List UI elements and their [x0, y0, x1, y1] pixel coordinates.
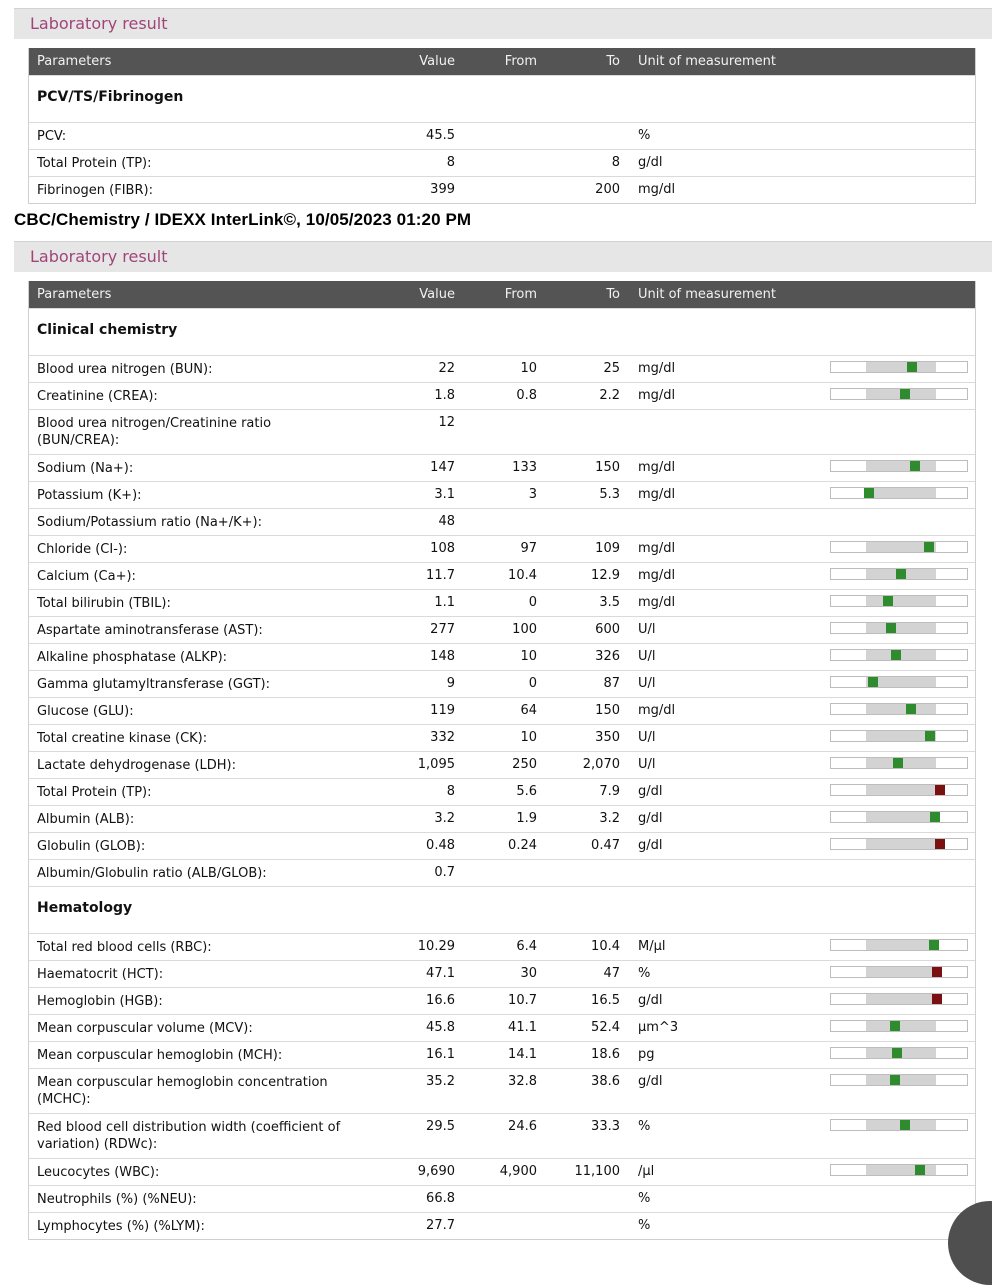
reference-range-bar [830, 730, 968, 742]
result-position-marker [868, 677, 878, 687]
unit-of-measurement: U/l [638, 730, 656, 745]
table-row [29, 508, 975, 535]
reference-from: 41.1 [508, 1020, 537, 1035]
reference-range-bar [830, 939, 968, 951]
result-value: 29.5 [426, 1119, 455, 1134]
reference-to: 200 [595, 182, 620, 197]
unit-of-measurement: g/dl [638, 838, 663, 853]
parameter-name: Mean corpuscular hemoglobin concentration (MCHC): [37, 1075, 328, 1107]
reference-range-bar [830, 1164, 968, 1176]
reference-from: 97 [520, 541, 537, 556]
reference-to: 25 [603, 361, 620, 376]
result-value: 45.8 [426, 1020, 455, 1035]
parameter-name: PCV: [37, 129, 67, 144]
unit-of-measurement: M/µl [638, 939, 666, 954]
reference-from: 64 [520, 703, 537, 718]
column-header-from: From [504, 54, 537, 69]
reference-to: 2.2 [599, 388, 620, 403]
result-value: 47.1 [426, 966, 455, 981]
result-position-marker [886, 623, 896, 633]
results-table-pcv [28, 48, 976, 204]
table-row [29, 1185, 975, 1212]
parameter-name: Total Protein (TP): [37, 156, 152, 171]
normal-range-band [866, 1165, 936, 1175]
column-header-to: To [606, 287, 620, 302]
column-header-to: To [606, 54, 620, 69]
reference-range-bar [830, 622, 968, 634]
reference-from: 0 [528, 676, 537, 691]
result-value: 16.6 [426, 993, 455, 1008]
table-row [29, 1014, 975, 1041]
parameter-name: Total red blood cells (RBC): [37, 940, 212, 955]
normal-range-band [866, 1075, 936, 1085]
normal-range-band [866, 785, 936, 795]
reference-to: 33.3 [591, 1119, 620, 1134]
reference-to: 0.47 [591, 838, 620, 853]
normal-range-band [866, 839, 936, 849]
unit-of-measurement: mg/dl [638, 568, 676, 583]
parameter-name: Mean corpuscular hemoglobin (MCH): [37, 1048, 283, 1063]
table-row [29, 1041, 975, 1068]
group-header-row [29, 308, 975, 355]
unit-of-measurement: g/dl [638, 784, 663, 799]
reference-from: 133 [512, 460, 537, 475]
table-row [29, 805, 975, 832]
result-position-marker [900, 1120, 910, 1130]
result-position-marker [900, 389, 910, 399]
reference-to: 16.5 [591, 993, 620, 1008]
reference-from: 100 [512, 622, 537, 637]
table-row [29, 616, 975, 643]
result-value: 0.48 [426, 838, 455, 853]
reference-range-bar [830, 1119, 968, 1131]
reference-from: 0 [528, 595, 537, 610]
column-header-value: Value [419, 54, 455, 69]
reference-range-bar [830, 487, 968, 499]
reference-from: 14.1 [508, 1047, 537, 1062]
parameter-name: Creatinine (CREA): [37, 389, 158, 404]
table-row [29, 960, 975, 987]
unit-of-measurement: % [638, 966, 651, 981]
reference-range-bar [830, 595, 968, 607]
unit-of-measurement: mg/dl [638, 703, 676, 718]
reference-to: 18.6 [591, 1047, 620, 1062]
result-value: 45.5 [426, 128, 455, 143]
result-value: 66.8 [426, 1191, 455, 1206]
result-position-marker [925, 731, 935, 741]
result-position-marker [930, 812, 940, 822]
result-value: 8 [446, 155, 455, 170]
reference-from: 10 [520, 649, 537, 664]
result-value: 11.7 [426, 568, 455, 583]
reference-to: 7.9 [599, 784, 620, 799]
reference-to: 3.5 [599, 595, 620, 610]
result-value: 8 [446, 784, 455, 799]
reference-range-bar [830, 541, 968, 553]
result-value: 10.29 [417, 939, 455, 954]
reference-from: 1.9 [516, 811, 537, 826]
result-value: 12 [438, 415, 455, 430]
reference-range-bar [830, 1047, 968, 1059]
section-header-lab-result-2: Laboratory result [14, 241, 992, 272]
table-row [29, 933, 975, 960]
group-title: PCV/TS/Fibrinogen [37, 89, 184, 105]
table-row [29, 987, 975, 1014]
reference-from: 10.4 [508, 568, 537, 583]
reference-range-bar [830, 838, 968, 850]
reference-from: 3 [528, 487, 537, 502]
reference-range-bar [830, 784, 968, 796]
result-value: 1.1 [434, 595, 455, 610]
reference-from: 10.7 [508, 993, 537, 1008]
reference-range-bar [830, 757, 968, 769]
parameter-name: Aspartate aminotransferase (AST): [37, 623, 263, 638]
parameter-name: Total creatine kinase (CK): [37, 731, 208, 746]
normal-range-band [866, 461, 936, 471]
unit-of-measurement: mg/dl [638, 487, 676, 502]
parameter-name: Albumin (ALB): [37, 812, 135, 827]
reference-from: 30 [520, 966, 537, 981]
table-row [29, 382, 975, 409]
result-position-marker [935, 839, 945, 849]
reference-to: 326 [595, 649, 620, 664]
parameter-name: Sodium/Potassium ratio (Na+/K+): [37, 515, 262, 530]
result-value: 119 [430, 703, 455, 718]
result-position-marker [929, 940, 939, 950]
reference-from: 10 [520, 361, 537, 376]
reference-from: 6.4 [516, 939, 537, 954]
column-header-value: Value [419, 287, 455, 302]
result-position-marker [935, 785, 945, 795]
table-row [29, 859, 975, 886]
parameter-name: Glucose (GLU): [37, 704, 134, 719]
parameter-name: Leucocytes (WBC): [37, 1165, 160, 1180]
normal-range-band [866, 596, 936, 606]
reference-from: 0.8 [516, 388, 537, 403]
result-value: 22 [438, 361, 455, 376]
table-row [29, 562, 975, 589]
parameter-name: Total bilirubin (TBIL): [37, 596, 171, 611]
result-position-marker [890, 1021, 900, 1031]
normal-range-band [866, 1021, 936, 1031]
unit-of-measurement: mg/dl [638, 541, 676, 556]
result-value: 27.7 [426, 1218, 455, 1233]
unit-of-measurement: g/dl [638, 811, 663, 826]
result-position-marker [890, 1075, 900, 1085]
table-row [29, 1113, 975, 1158]
reference-to: 600 [595, 622, 620, 637]
result-position-marker [883, 596, 893, 606]
result-value: 1,095 [417, 757, 455, 772]
reference-range-bar [830, 460, 968, 472]
result-value: 9 [446, 676, 455, 691]
column-header-from: From [504, 287, 537, 302]
result-position-marker [893, 758, 903, 768]
group-header-row [29, 886, 975, 933]
parameter-name: Chloride (CI-): [37, 542, 128, 557]
reference-to: 12.9 [591, 568, 620, 583]
result-value: 399 [430, 182, 455, 197]
table-row [29, 1212, 975, 1239]
column-header-parameters: Parameters [37, 287, 112, 302]
parameter-name: Gamma glutamyltransferase (GGT): [37, 677, 270, 692]
unit-of-measurement: mg/dl [638, 595, 676, 610]
reference-to: 2,070 [582, 757, 620, 772]
parameter-name: Lactate dehydrogenase (LDH): [37, 758, 237, 773]
normal-range-band [866, 940, 936, 950]
parameter-name: Alkaline phosphatase (ALKP): [37, 650, 228, 665]
unit-of-measurement: % [638, 128, 651, 143]
parameter-name: Globulin (GLOB): [37, 839, 146, 854]
reference-range-bar [830, 361, 968, 373]
unit-of-measurement: U/l [638, 757, 656, 772]
normal-range-band [866, 488, 936, 498]
table-row [29, 454, 975, 481]
column-header-unit: Unit of measurement [638, 287, 776, 302]
result-position-marker [864, 488, 874, 498]
result-position-marker [915, 1165, 925, 1175]
table-row [29, 122, 975, 149]
result-value: 48 [438, 514, 455, 529]
result-value: 277 [430, 622, 455, 637]
parameter-name: Mean corpuscular volume (MCV): [37, 1021, 253, 1036]
unit-of-measurement: U/l [638, 676, 656, 691]
section-header-lab-result-1: Laboratory result [14, 8, 992, 39]
column-header-parameters: Parameters [37, 54, 112, 69]
table-row [29, 832, 975, 859]
results-table-cbc-chemistry [28, 281, 976, 1240]
parameter-name: Calcium (Ca+): [37, 569, 136, 584]
result-position-marker [906, 704, 916, 714]
unit-of-measurement: pg [638, 1047, 655, 1062]
normal-range-band [866, 994, 936, 1004]
reference-to: 109 [595, 541, 620, 556]
column-header-unit: Unit of measurement [638, 54, 776, 69]
table-row [29, 176, 975, 203]
result-position-marker [891, 650, 901, 660]
table-header-row [29, 281, 975, 308]
reference-from: 10 [520, 730, 537, 745]
unit-of-measurement: % [638, 1191, 651, 1206]
unit-of-measurement: mg/dl [638, 182, 676, 197]
normal-range-band [866, 623, 936, 633]
unit-of-measurement: g/dl [638, 993, 663, 1008]
reference-range-bar [830, 649, 968, 661]
result-value: 3.2 [434, 811, 455, 826]
reference-range-bar [830, 676, 968, 688]
reference-range-bar [830, 568, 968, 580]
reference-to: 150 [595, 703, 620, 718]
unit-of-measurement: % [638, 1119, 651, 1134]
unit-of-measurement: mg/dl [638, 460, 676, 475]
table-row [29, 589, 975, 616]
reference-to: 10.4 [591, 939, 620, 954]
reference-from: 24.6 [508, 1119, 537, 1134]
table-row [29, 481, 975, 508]
result-value: 0.7 [434, 865, 455, 880]
unit-of-measurement: µm^3 [638, 1020, 679, 1035]
result-value: 1.8 [434, 388, 455, 403]
result-position-marker [892, 1048, 902, 1058]
result-value: 147 [430, 460, 455, 475]
result-value: 108 [430, 541, 455, 556]
table-row [29, 1158, 975, 1185]
reference-range-bar [830, 703, 968, 715]
reference-range-bar [830, 1020, 968, 1032]
parameter-name: Fibrinogen (FIBR): [37, 183, 153, 198]
result-position-marker [896, 569, 906, 579]
normal-range-band [866, 812, 936, 822]
unit-of-measurement: mg/dl [638, 361, 676, 376]
reference-range-bar [830, 1074, 968, 1086]
table-row [29, 149, 975, 176]
table-header-row [29, 48, 975, 75]
parameter-name: Blood urea nitrogen/Creatinine ratio (BUN/CREA): [37, 416, 272, 448]
reference-from: 250 [512, 757, 537, 772]
parameter-name: Total Protein (TP): [37, 785, 152, 800]
table-row [29, 355, 975, 382]
report-title: CBC/Chemistry / IDEXX InterLink©, 10/05/2023 01:20 PM [14, 210, 472, 229]
result-position-marker [932, 994, 942, 1004]
normal-range-band [866, 704, 936, 714]
reference-to: 5.3 [599, 487, 620, 502]
reference-from: 32.8 [508, 1074, 537, 1089]
parameter-name: Potassium (K+): [37, 488, 142, 503]
result-value: 35.2 [426, 1074, 455, 1089]
reference-to: 11,100 [574, 1164, 620, 1179]
parameter-name: Red blood cell distribution width (coefficient of variation) (RDWc): [37, 1120, 341, 1152]
reference-from: 0.24 [508, 838, 537, 853]
result-position-marker [924, 542, 934, 552]
unit-of-measurement: /µl [638, 1164, 655, 1179]
group-header-row [29, 75, 975, 122]
parameter-name: Haematocrit (HCT): [37, 967, 164, 982]
normal-range-band [866, 967, 936, 977]
reference-to: 8 [611, 155, 620, 170]
reference-to: 52.4 [591, 1020, 620, 1035]
reference-from: 5.6 [516, 784, 537, 799]
result-value: 16.1 [426, 1047, 455, 1062]
parameter-name: Blood urea nitrogen (BUN): [37, 362, 213, 377]
parameter-name: Hemoglobin (HGB): [37, 994, 163, 1009]
reference-range-bar [830, 966, 968, 978]
table-row [29, 697, 975, 724]
result-position-marker [907, 362, 917, 372]
unit-of-measurement: U/l [638, 649, 656, 664]
unit-of-measurement: % [638, 1218, 651, 1233]
reference-range-bar [830, 811, 968, 823]
parameter-name: Sodium (Na+): [37, 461, 134, 476]
result-value: 3.1 [434, 487, 455, 502]
table-row [29, 1068, 975, 1113]
reference-to: 38.6 [591, 1074, 620, 1089]
reference-range-bar [830, 993, 968, 1005]
table-row [29, 409, 975, 454]
unit-of-measurement: g/dl [638, 155, 663, 170]
reference-to: 87 [603, 676, 620, 691]
unit-of-measurement: U/l [638, 622, 656, 637]
reference-to: 47 [603, 966, 620, 981]
parameter-name: Neutrophils (%) (%NEU): [37, 1192, 197, 1207]
table-row [29, 751, 975, 778]
result-position-marker [910, 461, 920, 471]
table-row [29, 643, 975, 670]
table-row [29, 778, 975, 805]
result-value: 332 [430, 730, 455, 745]
reference-to: 350 [595, 730, 620, 745]
reference-range-bar [830, 388, 968, 400]
reference-to: 150 [595, 460, 620, 475]
parameter-name: Lymphocytes (%) (%LYM): [37, 1219, 205, 1234]
unit-of-measurement: g/dl [638, 1074, 663, 1089]
table-row [29, 724, 975, 751]
reference-to: 3.2 [599, 811, 620, 826]
table-row [29, 670, 975, 697]
group-title: Clinical chemistry [37, 322, 178, 338]
result-value: 9,690 [417, 1164, 455, 1179]
table-row [29, 535, 975, 562]
result-position-marker [932, 967, 942, 977]
group-title: Hematology [37, 900, 133, 916]
normal-range-band [866, 362, 936, 372]
parameter-name: Albumin/Globulin ratio (ALB/GLOB): [37, 866, 267, 881]
result-value: 148 [430, 649, 455, 664]
unit-of-measurement: mg/dl [638, 388, 676, 403]
reference-from: 4,900 [499, 1164, 537, 1179]
